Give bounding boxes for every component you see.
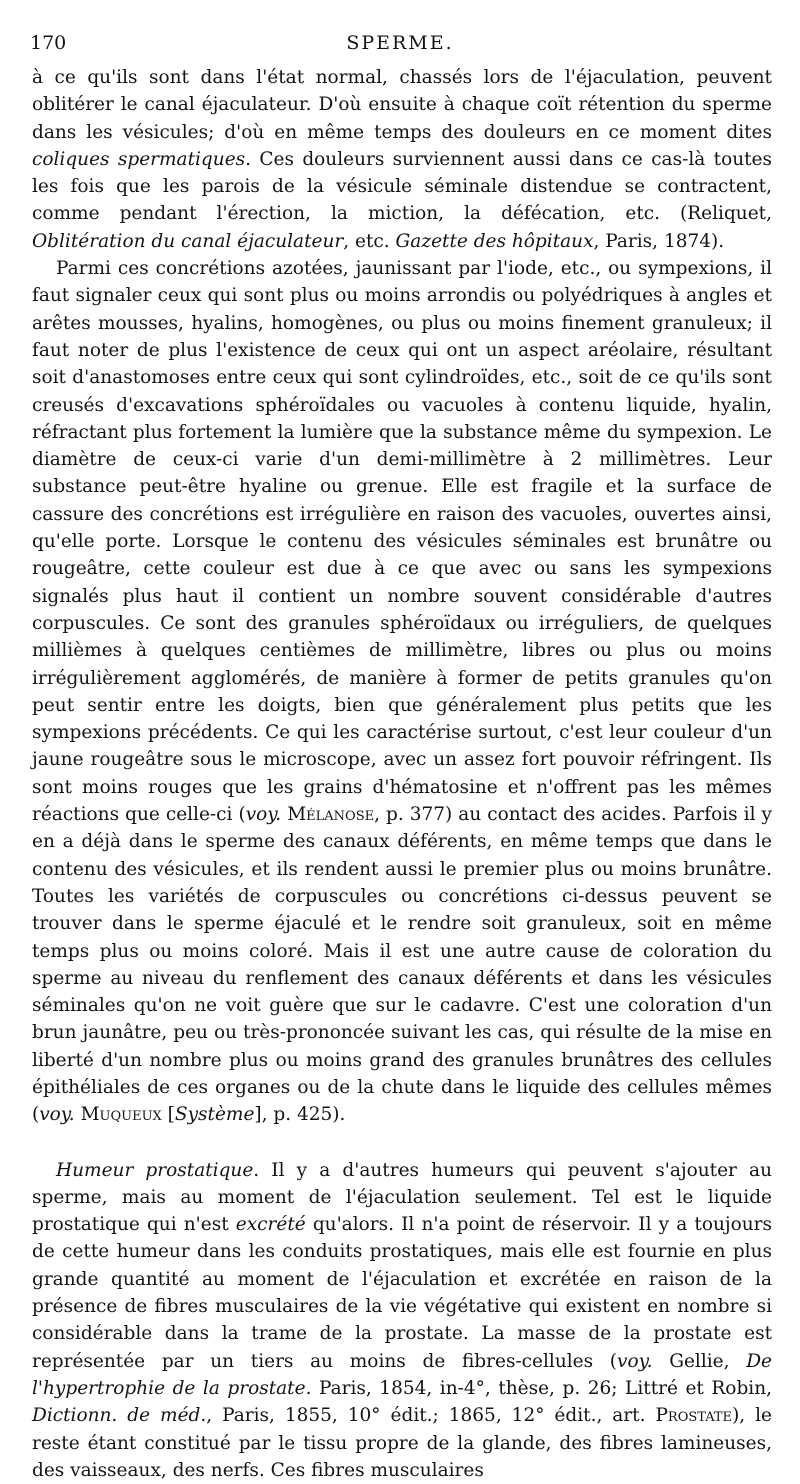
paragraph-continuation: à ce qu'ils sont dans l'état normal, chassés lors de l'éjaculation, peuvent oblitérer le canal éjaculateur. D'où ensuite à chaque coït rétention du sperme dans les vésicules; d'où en même temps des douleurs en ce moment dites coliques spermatiques. Ces douleurs surviennent aussi dans ce cas-là toutes les fois que les parois de la vésicule séminale distendue se contractent, comme pendant l'érection, la miction, la défécation, etc. (Reliquet, Oblitération du canal éjaculateur, etc. Gazette des hôpitaux, Paris, 1874). [32,67,772,252]
running-head: SPERME. [346,32,454,54]
paragraph-sympexions: Parmi ces concrétions azotées, jaunissant par l'iode, etc., ou sympexions, il faut signaler ceux qui sont plus ou moins arrondis ou polyédriques à angles et arêtes mousses, hyalins, homogènes, ou plus ou moins finement granuleux; il faut noter de plus l'existence de ceux qui ont un aspect aréolaire, résultant soit d'anastomoses entre ceux qui sont cylindroïdes, etc., soit de ce qu'ils sont creusés d'excavations sphéroïdales ou vacuoles à contenu liquide, hyalin, réfractant plus fortement la lumière que la substance même du sympexion. Le diamètre de ceux-ci varie d'un demi-millimètre à 2 millimètres. Leur substance peut-être hyaline ou grenue. Elle est fragile et la surface de cassure des concrétions est irrégulière en raison des vacuoles, ouvertes ainsi, qu'elle porte. Lorsque le contenu des vésicules séminales est brunâtre ou rougeâtre, cette couleur est due à ce que avec ou sans les sympexions signalés plus haut il contient un nombre souvent considérable d'autres corpuscules. Ce sont des granules sphéroïdaux ou irréguliers, de quelques millièmes à quelques centièmes de millimètre, libres ou plus ou moins irrégulièrement agglomérés, de manière à former de petits granules qu'on peut sentir entre les doigts, bien que généralement plus petits que les sympexions précédents. Ce qui les caractérise surtout, c'est leur couleur d'un jaune rougeâtre sous le microscope, avec un assez fort pouvoir réfringent. Ils sont moins rouges que les grains d'hématosine et n'offrent pas les mêmes réactions que celle-ci (voy. Mélanose, p. 377) au contact des acides. Parfois il y en a déjà dans le sperme des canaux déférents, en même temps que dans le contenu des vésicules, et ils rendent aussi le premier plus ou moins brunâtre. Toutes les variétés de corpuscules ou concrétions ci-dessus peuvent se trouver dans le sperme éjaculé et le rendre soit granuleux, soit en même temps plus ou moins coloré. Mais il est une autre cause de coloration du sperme au niveau du renflement des canaux déférents et dans les vésicules séminales qu'on ne voit guère que sur le cadavre. C'est une coloration d'un brun jaunâtre, peu ou très-prononcée suivant les cas, qui résulte de la mise en liberté d'un nombre plus ou moins grand des granules brunâtres des cellules épithéliales de ces organes ou de la chute dans le liquide des cellules mêmes (voy. Muqueux [Système], p. 425). [32,258,772,1126]
page-header [30,30,770,60]
section-title: Humeur prostatique [56,1159,254,1181]
body-text [32,64,772,1484]
paragraph-humeur-prostatique: Humeur prostatique. Il y a d'autres humeurs qui peuvent s'ajouter au sperme, mais au moment de l'éjaculation seulement. Tel est le liquide prostatique qui n'est excrété qu'alors. Il n'a point de réservoir. Il y a toujours de cette humeur dans les conduits prostatiques, mais elle est fournie en plus grande quantité au moment de l'éjaculation et excrétée en raison de la présence de fibres musculaires de la vie végétative qui existent en nombre si considérable dans la trame de la prostate. La masse de la prostate est représentée par un tiers au moins de fibres-cellules (voy. Gellie, De l'hypertrophie de la prostate. Paris, 1854, in-4°, thèse, p. 26; Littré et Robin, Dictionn. de méd., Paris, 1855, 10° édit.; 1865, 12° édit., art. Prostate), le reste étant constitué par le tissu propre de la glande, des fibres lamineuses, des vaisseaux, des nerfs. Ces fibres musculaires [32,1159,773,1481]
page-number: 170 [30,32,67,54]
